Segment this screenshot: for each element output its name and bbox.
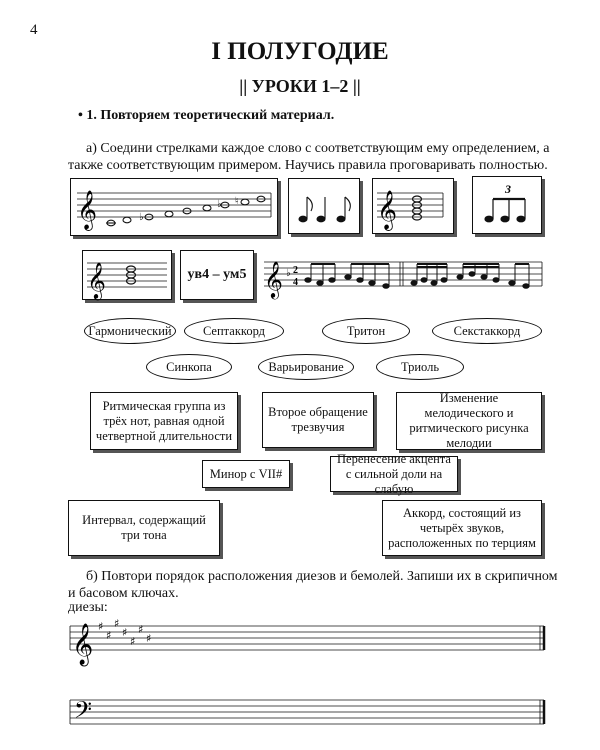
definition-seventh-chord[interactable]: Аккорд, состоящий из четырёх звуков, расположенных по терциям xyxy=(382,500,542,556)
term-harmonic[interactable]: Гармонический xyxy=(84,318,176,344)
example-box-triplet[interactable] xyxy=(472,176,542,234)
bass-staff[interactable] xyxy=(68,692,546,742)
treble-sharps-staff[interactable] xyxy=(68,617,546,665)
sharp-icons xyxy=(98,617,151,648)
definition-variation[interactable]: Изменение мелодического и ритмического рисунка мелодии xyxy=(396,392,542,450)
svg-text:♯: ♯ xyxy=(122,626,128,639)
scale-example-staff xyxy=(71,179,279,237)
svg-text:4: 4 xyxy=(293,277,298,288)
term-sixth-chord[interactable]: Секстаккорд xyxy=(432,318,542,344)
seventh-chord-staff xyxy=(373,179,455,235)
term-syncopation[interactable]: Синкопа xyxy=(146,354,232,380)
definition-tritone[interactable]: Интервал, содержащий три тона xyxy=(68,500,220,556)
example-box-tritone-intervals[interactable]: ув4 – ум5 xyxy=(180,250,254,300)
example-box-seventh-chord[interactable] xyxy=(372,178,454,234)
treble-clef-icon: 𝄞 xyxy=(377,190,398,230)
task-b-instructions: б) Повтори порядок расположения диезов и бемолей. Запиши их в скрипичном и басовом ключах. xyxy=(68,569,558,601)
variation-melody-staff xyxy=(262,248,544,304)
svg-text:♯: ♯ xyxy=(98,620,104,633)
flat-icon: ♭ xyxy=(217,199,222,210)
task-1-text: 1. Повторяем теоретический материал. xyxy=(86,108,335,123)
definition-triplet[interactable]: Ритмическая группа из трёх нот, равная одной четвертной длительности xyxy=(90,392,238,450)
task-1-heading xyxy=(78,108,334,124)
task-a-instructions: а) Соедини стрелками каждое слово с соответствующим ему определением, а также соответствующим примером. Научись правила проговаривать полностью. xyxy=(68,141,550,173)
natural-icon: ♮ xyxy=(235,196,239,207)
lesson-subtitle: || УРОКИ 1–2 || xyxy=(239,76,361,96)
definition-harmonic-minor[interactable]: Минор с VII# xyxy=(202,460,290,488)
syncopation-rhythm xyxy=(289,179,361,235)
svg-text:2: 2 xyxy=(293,265,298,276)
svg-text:♯: ♯ xyxy=(106,629,112,642)
svg-text:♯: ♯ xyxy=(138,623,144,636)
svg-text:♯: ♯ xyxy=(130,635,136,648)
treble-clef-icon: 𝄞 xyxy=(72,624,94,665)
flat-icon: ♭ xyxy=(139,212,144,223)
svg-text:♯: ♯ xyxy=(114,617,120,630)
example-box-six-four-chord[interactable] xyxy=(82,250,172,300)
page-title: I ПОЛУГОДИЕ xyxy=(211,38,389,65)
example-box-scale[interactable] xyxy=(70,178,278,236)
page-number: 4 xyxy=(30,22,38,38)
term-triplet[interactable]: Триоль xyxy=(376,354,464,380)
term-variation[interactable]: Варьирование xyxy=(258,354,354,380)
definition-second-inversion[interactable]: Второе обращение трезвучия xyxy=(262,392,374,448)
treble-clef-icon: 𝄞 xyxy=(77,190,98,230)
sharps-label: диезы: xyxy=(68,600,108,615)
svg-text:♯: ♯ xyxy=(146,632,152,645)
treble-clef-icon: 𝄞 xyxy=(87,261,106,299)
treble-clef-icon: 𝄞 xyxy=(264,260,283,298)
triplet-number: 3 xyxy=(505,182,511,196)
term-tritone[interactable]: Тритон xyxy=(322,318,410,344)
triplet-rhythm xyxy=(473,177,543,235)
example-box-syncopation[interactable] xyxy=(288,178,360,234)
inversion-chord-staff xyxy=(83,251,173,301)
bass-clef-icon: 𝄢 xyxy=(74,696,93,729)
flat-icon: ♭ xyxy=(286,268,291,279)
bullet: • xyxy=(78,108,83,123)
term-seventh-chord[interactable]: Септаккорд xyxy=(184,318,284,344)
definition-syncopation[interactable]: Перенесение акцента с сильной доли на слабую xyxy=(330,456,458,492)
